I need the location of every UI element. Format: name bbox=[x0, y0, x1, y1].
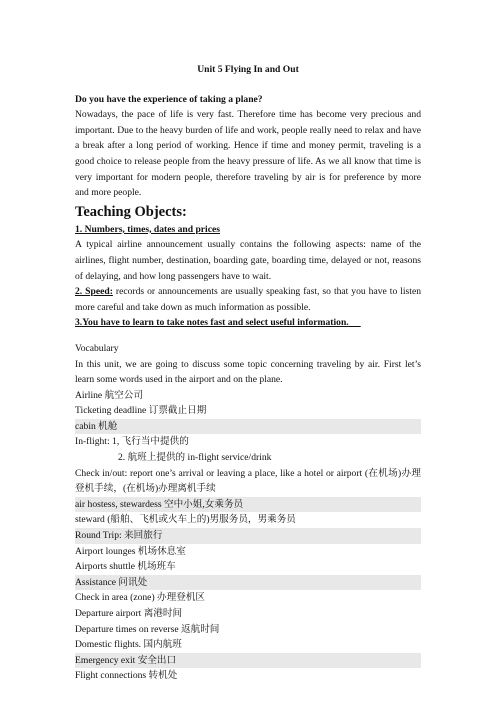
vocab-cabin: cabin 机舱 bbox=[75, 419, 421, 435]
objective-2 bbox=[75, 284, 421, 315]
unit-title: Unit 5 Flying In and Out bbox=[197, 64, 299, 75]
vocab-round-trip: Round Trip: 来回旅行 bbox=[75, 528, 421, 544]
vocab-departure-reverse: Departure times on reverse 返航时间 bbox=[75, 623, 220, 635]
document-body bbox=[75, 62, 421, 684]
intro-paragraph: Nowadays, the pace of life is very fast. Therefore time has become very precious and important. Due to the heavy burden of life and work, people really need to relax and have a break after a long period of working. Hence if time and money permit, traveling is a good choice to release people from the heavy pressure of life. As we all know that time is very important for modern people, therefore traveling by air is for preference by more and more people. bbox=[75, 109, 421, 199]
vocab-assistance: Assistance 问讯处 bbox=[75, 575, 421, 591]
vocab-inflight-2: 2. 航班上提供的 in-flight service/drink bbox=[118, 452, 272, 464]
vocab-ticketing-deadline: Ticketing deadline 订票截止日期 bbox=[75, 405, 207, 417]
vocab-airport-shuttle: Airports shuttle 机场班车 bbox=[75, 561, 176, 573]
objective-2-lead: 2. Speed: bbox=[75, 286, 113, 298]
objective-1-heading: 1. Numbers, times, dates and prices bbox=[75, 223, 220, 235]
objective-2-text: records or announcements are usually speaking fast, so that you have to listen more careful and take down as much information as possible. bbox=[75, 286, 422, 313]
vocab-airport-lounges: Airport lounges 机场休息室 bbox=[75, 545, 186, 557]
vocab-domestic-flights: Domestic flights. 国内航班 bbox=[75, 639, 182, 651]
vocab-steward: steward (船舶、飞机或火车上的)男服务员，男乘务员 bbox=[75, 514, 296, 526]
vocabulary-heading: Vocabulary bbox=[75, 342, 119, 354]
vocab-flight-connections: Flight connections 转机处 bbox=[75, 670, 178, 682]
vocab-emergency-exit: Emergency exit 安全出口 bbox=[75, 653, 421, 669]
vocab-departure-airport: Departure airport 离港时间 bbox=[75, 608, 183, 619]
opening-question: Do you have the experience of taking a plane? bbox=[75, 93, 263, 105]
vocab-inflight-1: In-flight: 1, 飞行当中提供的 bbox=[75, 436, 189, 448]
objective-3 bbox=[75, 315, 421, 331]
vocab-check-in-out: Check in/out: report one’s arrival or leaving a place, like a hotel or airport (在机场)办理登机手续，(在机场)办理离机手续 bbox=[75, 467, 421, 495]
spacer bbox=[75, 331, 421, 341]
objectives-heading: Teaching Objects: bbox=[75, 203, 187, 220]
objective-1-text: A typical airline announcement usually contains the following aspects: name of the airlines, flight number, destination, boarding gate, boarding time, delayed or not, reasons of delaying, and how long passengers have to wait. bbox=[75, 239, 421, 282]
vocab-check-in-area: Check in area (zone) 办理登机区 bbox=[75, 592, 206, 604]
vocabulary-intro: In this unit, we are going to discuss some topic concerning traveling by air. First let’s learn some words used in the airport and on the plane. bbox=[75, 358, 421, 386]
vocab-airline: Airline 航空公司 bbox=[75, 389, 143, 401]
objective-3-text: 3.You have to learn to take notes fast and select useful information. bbox=[75, 317, 349, 329]
vocab-air-hostess: air hostess, stewardess 空中小姐,女乘务员 bbox=[75, 497, 421, 513]
